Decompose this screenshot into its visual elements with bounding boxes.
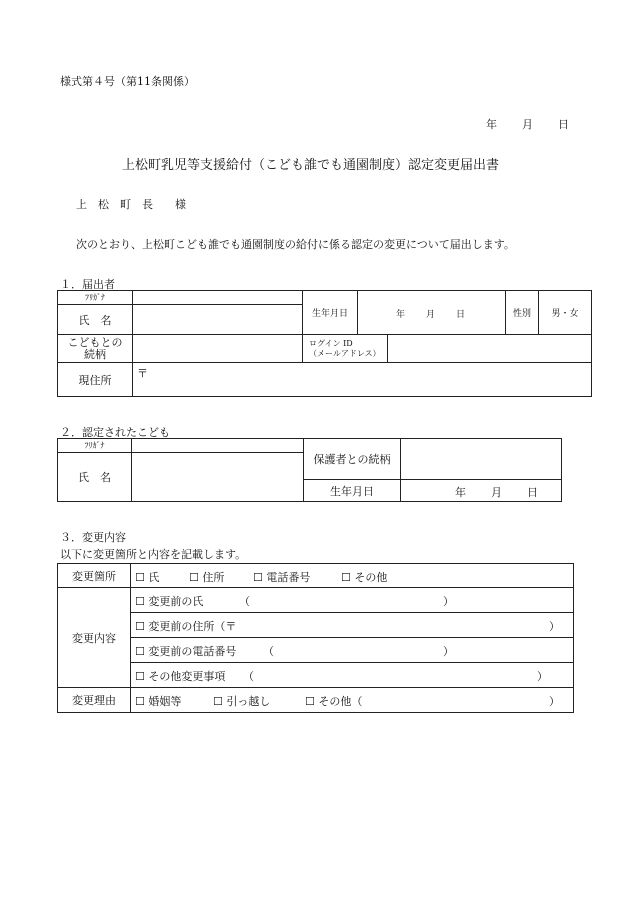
- section2-heading: ２．認定されたこども: [60, 426, 170, 439]
- paren-open: （: [243, 670, 254, 683]
- location-address-label: 住所: [202, 571, 225, 584]
- reason-option-other[interactable]: [305, 693, 362, 709]
- section3-note: 以下に変更箇所と内容を記載します。: [60, 548, 247, 561]
- child-birth-year: 年: [455, 485, 466, 499]
- applicant-address-field[interactable]: [133, 363, 592, 397]
- content-address-label: 変更前の住所（〒: [148, 620, 237, 633]
- date-month-label: 月: [522, 118, 533, 131]
- reason-option-moving[interactable]: [213, 693, 270, 709]
- content-phone-label: 変更前の電話番号: [148, 645, 237, 658]
- applicant-furigana-label: ﾌﾘｶﾞﾅ: [58, 291, 133, 305]
- applicant-table: [57, 290, 592, 397]
- intro-text: 次のとおり、上松町こども誰でも通園制度の給付に係る認定の変更について届出します。: [76, 238, 515, 251]
- section1-heading: １．届出者: [60, 278, 115, 291]
- login-line2: （メールアドレス）: [309, 348, 381, 358]
- applicant-relation-field[interactable]: [133, 335, 303, 363]
- relation-line1: こどもとの: [67, 335, 123, 349]
- child-birthdate-label: 生年月日: [304, 480, 401, 502]
- applicant-birth-month: 月: [426, 309, 436, 320]
- checkbox-icon: ☐: [135, 571, 145, 584]
- applicant-name-field[interactable]: [133, 305, 303, 335]
- reason-other-label: その他（: [318, 695, 363, 708]
- applicant-birthdate-field[interactable]: [358, 291, 506, 335]
- child-furigana-label: ﾌﾘｶﾞﾅ: [58, 439, 132, 453]
- child-name-field[interactable]: [132, 453, 304, 502]
- checkbox-icon: ☐: [253, 571, 263, 584]
- paren-open: （: [263, 645, 274, 658]
- applicant-birth-day: 日: [456, 309, 466, 320]
- checkbox-icon: ☐: [189, 571, 199, 584]
- child-birth-month: 月: [491, 485, 502, 499]
- paren-close: ）: [549, 695, 560, 708]
- content-row-address[interactable]: [131, 613, 574, 638]
- section3-heading: ３．変更内容: [60, 531, 126, 544]
- checkbox-icon: ☐: [135, 620, 145, 633]
- applicant-gender-label: 性別: [506, 291, 539, 335]
- applicant-login-field[interactable]: [388, 335, 592, 363]
- login-line1: ログイン ID: [309, 338, 353, 348]
- paren-close: ）: [537, 670, 548, 683]
- checkbox-icon: ☐: [135, 670, 145, 683]
- location-phone-label: 電話番号: [266, 571, 311, 584]
- location-option-name[interactable]: [135, 569, 159, 585]
- applicant-gender-options[interactable]: 男・女: [539, 291, 592, 335]
- checkbox-icon: ☐: [305, 695, 315, 708]
- content-row-other[interactable]: [131, 663, 574, 688]
- child-furigana-field[interactable]: [132, 439, 304, 453]
- change-content-label: 変更内容: [58, 588, 131, 688]
- form-number: 様式第４号（第11条関係）: [60, 75, 195, 88]
- applicant-relation-label: [58, 335, 133, 363]
- paren-open: （: [239, 595, 250, 608]
- reason-option-marriage[interactable]: [135, 693, 181, 709]
- content-row-name[interactable]: [131, 588, 574, 613]
- checkbox-icon: ☐: [135, 695, 145, 708]
- applicant-furigana-field[interactable]: [133, 291, 303, 305]
- applicant-address-label: 現住所: [58, 363, 133, 397]
- checkbox-icon: ☐: [341, 571, 351, 584]
- applicant-name-label: 氏 名: [58, 305, 133, 335]
- change-location-options: [131, 564, 574, 588]
- date-year-label: 年: [486, 118, 497, 131]
- content-other-label: その他変更事項: [148, 670, 226, 683]
- location-option-address[interactable]: [189, 569, 224, 585]
- postal-mark: 〒: [137, 367, 148, 380]
- child-guardian-relation-field[interactable]: [401, 439, 562, 480]
- child-birthdate-field[interactable]: [401, 480, 562, 502]
- change-reason-options: [131, 688, 574, 713]
- checkbox-icon: ☐: [213, 695, 223, 708]
- content-row-phone[interactable]: [131, 638, 574, 663]
- applicant-login-label: [303, 335, 388, 363]
- paren-close: ）: [443, 595, 454, 608]
- child-guardian-relation-label: 保護者との続柄: [304, 439, 401, 480]
- change-reason-label: 変更理由: [58, 688, 131, 713]
- applicant-birthdate-label: 生年月日: [303, 291, 358, 335]
- location-option-other[interactable]: [341, 569, 387, 585]
- paren-close: ）: [549, 620, 560, 633]
- applicant-birth-year: 年: [396, 309, 406, 320]
- changes-table: [57, 563, 574, 713]
- child-name-label: 氏 名: [58, 453, 132, 502]
- reason-marriage-label: 婚姻等: [148, 695, 182, 708]
- date-day-label: 日: [558, 118, 569, 131]
- child-birth-day: 日: [527, 485, 538, 499]
- page-title: 上松町乳児等支援給付（こども誰でも通園制度）認定変更届出書: [122, 158, 500, 173]
- content-name-label: 変更前の氏: [148, 595, 204, 608]
- child-table: [57, 438, 562, 502]
- location-option-phone[interactable]: [253, 569, 310, 585]
- checkbox-icon: ☐: [135, 595, 145, 608]
- location-name-label: 氏: [148, 571, 160, 584]
- reason-moving-label: 引っ越し: [226, 695, 271, 708]
- location-other-label: その他: [354, 571, 388, 584]
- checkbox-icon: ☐: [135, 645, 145, 658]
- addressee: 上 松 町 長 様: [76, 198, 186, 211]
- paren-close: ）: [443, 645, 454, 658]
- relation-line2: 続柄: [84, 347, 106, 361]
- change-location-label: 変更箇所: [58, 564, 131, 588]
